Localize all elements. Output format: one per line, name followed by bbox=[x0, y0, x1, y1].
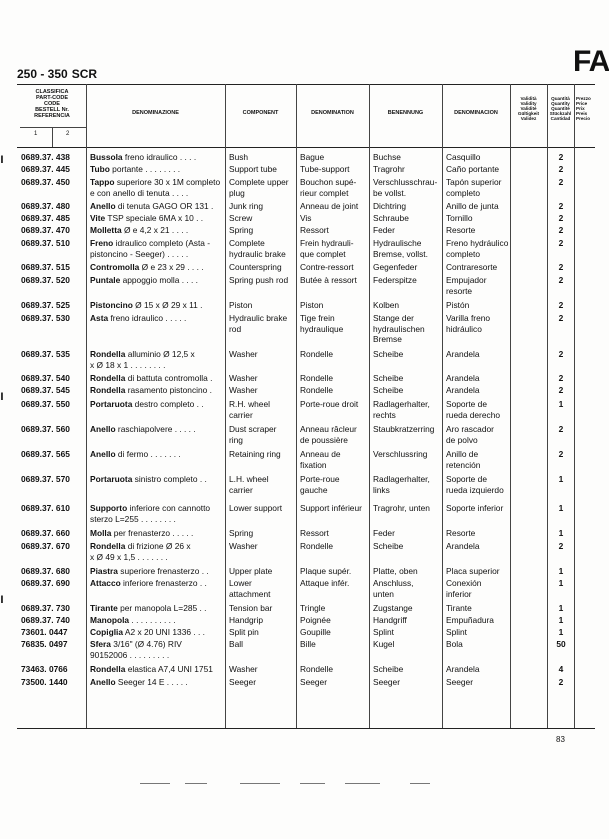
german-name: Verschlussring bbox=[373, 449, 428, 459]
header-price-line: Price bbox=[576, 101, 588, 106]
header-validity-line: Validità bbox=[520, 96, 537, 101]
english-name: Lower attachment bbox=[229, 578, 271, 599]
column-divider bbox=[369, 84, 370, 728]
german-name: Dichtring bbox=[373, 201, 407, 211]
header-quantity-line: Quantità bbox=[551, 96, 570, 101]
header-quantity bbox=[547, 96, 574, 121]
french-name: Rondelle bbox=[300, 541, 334, 551]
spanish-name: Tapón superior completo bbox=[446, 177, 502, 198]
part-code: 0689.37. 535 bbox=[21, 349, 70, 359]
french-name: Seeger bbox=[300, 677, 328, 687]
header-code-subdivider bbox=[52, 127, 53, 147]
header-validity-line: Validez bbox=[520, 116, 537, 121]
german-name: Federspitze bbox=[373, 275, 417, 285]
header-code-line: CODE bbox=[44, 101, 60, 107]
french-name: Rondelle bbox=[300, 349, 334, 359]
model-suffix: SCR bbox=[71, 67, 98, 81]
german-name: Buchse bbox=[373, 152, 401, 162]
part-code: 0689.37. 445 bbox=[21, 164, 70, 174]
scan-artifact bbox=[300, 783, 325, 784]
table-bottom-rule bbox=[17, 728, 595, 729]
spanish-name: Pistón bbox=[446, 300, 470, 310]
english-name: Piston bbox=[229, 300, 253, 310]
italian-description: Rondella elastica A7,4 UNI 1751 bbox=[90, 664, 213, 674]
header-french: DENOMINATION bbox=[311, 110, 354, 116]
column-divider bbox=[547, 84, 548, 728]
german-name: Schraube bbox=[373, 213, 409, 223]
italian-description: Pistoncino Ø 15 x Ø 29 x 11 . bbox=[90, 300, 203, 310]
spanish-name: Contraresorte bbox=[446, 262, 498, 272]
english-name: L.H. wheel carrier bbox=[229, 474, 269, 495]
part-code: 0689.37. 610 bbox=[21, 503, 70, 513]
italian-description: Asta freno idraulico . . . . . bbox=[90, 313, 187, 323]
header-quantity-line: Quantity bbox=[551, 101, 570, 106]
german-name: Zugstange bbox=[373, 603, 413, 613]
scan-artifact bbox=[240, 783, 280, 784]
model-number: 250 - 350 bbox=[17, 67, 68, 81]
spanish-name: Anillo de retención bbox=[446, 449, 481, 470]
quantity: 2 bbox=[558, 424, 564, 434]
spanish-name: Placa superior bbox=[446, 566, 500, 576]
part-code: 0689.37. 730 bbox=[21, 603, 70, 613]
quantity: 1 bbox=[558, 627, 564, 637]
german-name: Tragrohr bbox=[373, 164, 405, 174]
header-price-line: Preis bbox=[576, 111, 588, 116]
english-name: Lower support bbox=[229, 503, 283, 513]
french-name: Bille bbox=[300, 639, 316, 649]
part-code: 76835. 0497 bbox=[21, 639, 68, 649]
french-name: Ressort bbox=[300, 225, 329, 235]
english-name: Ball bbox=[229, 639, 243, 649]
part-code: 0689.37. 480 bbox=[21, 201, 70, 211]
model-title bbox=[17, 67, 97, 81]
spanish-name: Seeger bbox=[446, 677, 474, 687]
french-name: Attaque infér. bbox=[300, 578, 350, 588]
header-code-line: CLASSIFICA bbox=[35, 89, 69, 95]
quantity: 1 bbox=[558, 503, 564, 513]
quantity: 2 bbox=[558, 677, 564, 687]
german-name: Scheibe bbox=[373, 385, 404, 395]
header-quantity-line: Quantité bbox=[551, 106, 570, 111]
quantity: 50 bbox=[556, 639, 566, 649]
german-name: Anschluss, unten bbox=[373, 578, 414, 599]
german-name: Verschlusschrau- be vollst. bbox=[373, 177, 438, 198]
italian-description: Anello raschiapolvere . . . . . bbox=[90, 424, 196, 434]
italian-description: Tubo portante . . . . . . . . bbox=[90, 164, 181, 174]
italian-description: Freno idraulico completo (Asta - pistoncino - Seeger) . . . . . bbox=[90, 238, 211, 259]
spanish-name: Bola bbox=[446, 639, 463, 649]
column-divider bbox=[510, 84, 511, 728]
french-name: Contre-ressort bbox=[300, 262, 354, 272]
english-name: Spring bbox=[229, 225, 254, 235]
spanish-name: Splint bbox=[446, 627, 467, 637]
header-code bbox=[20, 89, 84, 119]
english-name: Upper plate bbox=[229, 566, 273, 576]
part-code: 0689.37. 510 bbox=[21, 238, 70, 248]
part-code: 0689.37. 570 bbox=[21, 474, 70, 484]
italian-description: Tappo superiore 30 x 1M completo e con anello di tenuta . . . . bbox=[90, 177, 221, 198]
english-name: Handgrip bbox=[229, 615, 263, 625]
header-code-sub-1: 1 bbox=[34, 131, 38, 137]
header-validity-line: Validity bbox=[520, 101, 537, 106]
spanish-name: Casquillo bbox=[446, 152, 481, 162]
part-code: 0689.37. 530 bbox=[21, 313, 70, 323]
italian-description: Supporto inferiore con cannotto sterzo L=255 . . . . . . . . bbox=[90, 503, 211, 524]
spanish-name: Anillo de junta bbox=[446, 201, 499, 211]
italian-description: Bussola freno idraulico . . . . bbox=[90, 152, 197, 162]
french-name: Poignée bbox=[300, 615, 331, 625]
part-code: 0689.37. 525 bbox=[21, 300, 70, 310]
german-name: Staubkratzerring bbox=[373, 424, 435, 434]
part-code: 0689.37. 485 bbox=[21, 213, 70, 223]
english-name: Spring bbox=[229, 528, 254, 538]
french-name: Anneau râcleur de poussière bbox=[300, 424, 357, 445]
german-name: Stange der hydraulischen Bremse bbox=[373, 313, 425, 345]
italian-description: Molla per frenasterzo . . . . . bbox=[90, 528, 194, 538]
german-name: Radlagerhalter, links bbox=[373, 474, 430, 495]
header-price-line: Precio bbox=[576, 116, 591, 121]
header-validity-line: Gültigkeit bbox=[517, 111, 540, 116]
quantity: 2 bbox=[558, 177, 564, 187]
french-name: Butée à ressort bbox=[300, 275, 357, 285]
german-name: Tragrohr, unten bbox=[373, 503, 430, 513]
quantity: 2 bbox=[558, 349, 564, 359]
spanish-name: Arandela bbox=[446, 541, 480, 551]
french-name: Rondelle bbox=[300, 385, 334, 395]
english-name: Split pin bbox=[229, 627, 259, 637]
quantity: 2 bbox=[558, 262, 564, 272]
part-code: 0689.37. 680 bbox=[21, 566, 70, 576]
italian-description: Manopola . . . . . . . . . . bbox=[90, 615, 176, 625]
spanish-name: Arandela bbox=[446, 664, 480, 674]
binding-mark: ı bbox=[0, 590, 4, 606]
header-quantity-line: Cantidad bbox=[550, 116, 571, 121]
german-name: Hydraulische Bremse, vollst. bbox=[373, 238, 428, 259]
part-code: 73463. 0766 bbox=[21, 664, 68, 674]
french-name: Support inférieur bbox=[300, 503, 362, 513]
scan-artifact bbox=[345, 783, 380, 784]
scan-artifact bbox=[185, 783, 207, 784]
header-code-sub-2: 2 bbox=[66, 131, 70, 137]
english-name: Retaining ring bbox=[229, 449, 281, 459]
header-code-divider bbox=[20, 127, 86, 128]
header-code-line: REFERENCIA bbox=[34, 113, 70, 119]
italian-description: Anello di tenuta GAGO OR 131 . bbox=[90, 201, 214, 211]
italian-description: Sfera 3/16" (Ø 4.76) RIV 90152006 . . . . . . . . . bbox=[90, 639, 182, 660]
italian-description: Copiglia A2 x 20 UNI 1336 . . . bbox=[90, 627, 205, 637]
german-name: Kolben bbox=[373, 300, 400, 310]
part-code: 0689.37. 740 bbox=[21, 615, 70, 625]
part-code: 0689.37. 565 bbox=[21, 449, 70, 459]
french-name: Rondelle bbox=[300, 373, 334, 383]
part-code: 0689.37. 470 bbox=[21, 225, 70, 235]
german-name: Kugel bbox=[373, 639, 395, 649]
german-name: Splint bbox=[373, 627, 394, 637]
scan-artifact bbox=[140, 783, 170, 784]
header-price bbox=[576, 96, 595, 121]
quantity: 2 bbox=[558, 152, 564, 162]
italian-description: Piastra superiore frenasterzo . . bbox=[90, 566, 209, 576]
page-number: 83 bbox=[556, 735, 565, 744]
italian-description: Rondella di battuta contromolla . bbox=[90, 373, 213, 383]
french-name: Tige frein hydraulique bbox=[300, 313, 344, 334]
english-name: Washer bbox=[229, 349, 258, 359]
table-header-rule bbox=[17, 147, 595, 148]
german-name: Scheibe bbox=[373, 349, 404, 359]
quantity: 4 bbox=[558, 664, 564, 674]
quantity: 2 bbox=[558, 313, 564, 323]
part-code: 0689.37. 515 bbox=[21, 262, 70, 272]
header-price-line: Prix bbox=[576, 106, 585, 111]
english-name: Complete upper plug bbox=[229, 177, 289, 198]
english-name: Hydraulic brake rod bbox=[229, 313, 288, 334]
french-name: Bouchon supé- rieur complet bbox=[300, 177, 357, 198]
column-divider bbox=[574, 84, 575, 728]
italian-description: Portaruota sinistro completo . . bbox=[90, 474, 207, 484]
english-name: Junk ring bbox=[229, 201, 263, 211]
header-quantity-line: Stückzahl bbox=[549, 111, 572, 116]
header-validity bbox=[510, 96, 547, 121]
page-tag: FA bbox=[573, 45, 609, 78]
header-italian: DENOMINAZIONE bbox=[132, 110, 179, 116]
quantity: 1 bbox=[558, 528, 564, 538]
english-name: R.H. wheel carrier bbox=[229, 399, 270, 420]
spanish-name: Conexión inferior bbox=[446, 578, 482, 599]
quantity: 2 bbox=[558, 275, 564, 285]
italian-description: Vite TSP speciale 6MA x 10 . . bbox=[90, 213, 204, 223]
spanish-name: Aro rascador de polvo bbox=[446, 424, 494, 445]
part-code: 0689.37. 540 bbox=[21, 373, 70, 383]
part-code: 0689.37. 660 bbox=[21, 528, 70, 538]
french-name: Rondelle bbox=[300, 664, 334, 674]
german-name: Platte, oben bbox=[373, 566, 418, 576]
german-name: Gegenfeder bbox=[373, 262, 418, 272]
english-name: Counterspring bbox=[229, 262, 282, 272]
part-code: 73601. 0447 bbox=[21, 627, 68, 637]
german-name: Feder bbox=[373, 528, 395, 538]
part-code: 0689.37. 690 bbox=[21, 578, 70, 588]
italian-description: Anello di fermo . . . . . . . bbox=[90, 449, 181, 459]
part-code: 0689.37. 670 bbox=[21, 541, 70, 551]
header-code-line: PART-CODE bbox=[36, 95, 68, 101]
french-name: Goupille bbox=[300, 627, 331, 637]
spanish-name: Varilla freno hidráulico bbox=[446, 313, 491, 334]
spanish-name: Empuñadura bbox=[446, 615, 494, 625]
part-code: 0689.37. 438 bbox=[21, 152, 70, 162]
german-name: Scheibe bbox=[373, 541, 404, 551]
french-name: Anneau de joint bbox=[300, 201, 359, 211]
quantity: 2 bbox=[558, 225, 564, 235]
italian-description: Puntale appoggio molla . . . . bbox=[90, 275, 198, 285]
english-name: Spring push rod bbox=[229, 275, 289, 285]
italian-description: Anello Seeger 14 E . . . . . bbox=[90, 677, 188, 687]
spanish-name: Resorte bbox=[446, 225, 476, 235]
quantity: 2 bbox=[558, 201, 564, 211]
english-name: Support tube bbox=[229, 164, 277, 174]
quantity: 2 bbox=[558, 213, 564, 223]
french-name: Frein hydrauli- que complet bbox=[300, 238, 354, 259]
header-validity-line: Validité bbox=[520, 106, 537, 111]
english-name: Screw bbox=[229, 213, 253, 223]
part-code: 0689.37. 520 bbox=[21, 275, 70, 285]
italian-description: Portaruota destro completo . . bbox=[90, 399, 204, 409]
english-name: Washer bbox=[229, 385, 258, 395]
french-name: Porte-roue droit bbox=[300, 399, 359, 409]
header-code-line: BESTELL Nr. bbox=[35, 107, 69, 113]
spanish-name: Resorte bbox=[446, 528, 476, 538]
quantity: 1 bbox=[558, 474, 564, 484]
french-name: Plaque supér. bbox=[300, 566, 352, 576]
scan-artifact bbox=[410, 783, 430, 784]
quantity: 1 bbox=[558, 566, 564, 576]
french-name: Piston bbox=[300, 300, 324, 310]
english-name: Washer bbox=[229, 373, 258, 383]
column-divider bbox=[296, 84, 297, 728]
part-code: 0689.37. 450 bbox=[21, 177, 70, 187]
quantity: 1 bbox=[558, 603, 564, 613]
column-divider bbox=[225, 84, 226, 728]
spanish-name: Tornillo bbox=[446, 213, 473, 223]
french-name: Tringle bbox=[300, 603, 326, 613]
part-code: 73500. 1440 bbox=[21, 677, 68, 687]
german-name: Scheibe bbox=[373, 373, 404, 383]
spanish-name: Arandela bbox=[446, 373, 480, 383]
english-name: Tension bar bbox=[229, 603, 273, 613]
part-code: 0689.37. 550 bbox=[21, 399, 70, 409]
english-name: Complete hydraulic brake bbox=[229, 238, 286, 259]
quantity: 2 bbox=[558, 449, 564, 459]
english-name: Seeger bbox=[229, 677, 257, 687]
italian-description: Rondella rasamento pistoncino . bbox=[90, 385, 212, 395]
quantity: 2 bbox=[558, 238, 564, 248]
header-spanish: DENOMINACION bbox=[454, 110, 498, 116]
quantity: 2 bbox=[558, 373, 564, 383]
french-name: Tube-support bbox=[300, 164, 350, 174]
spanish-name: Arandela bbox=[446, 349, 480, 359]
quantity: 2 bbox=[558, 164, 564, 174]
column-divider bbox=[86, 84, 87, 728]
german-name: Scheibe bbox=[373, 664, 404, 674]
part-code: 0689.37. 545 bbox=[21, 385, 70, 395]
quantity: 2 bbox=[558, 541, 564, 551]
binding-mark: ı bbox=[0, 150, 4, 166]
italian-description: Rondella di frizione Ø 26 x x Ø 49 x 1,5 . . . . . . . bbox=[90, 541, 191, 562]
spanish-name: Soporte inferior bbox=[446, 503, 504, 513]
italian-description: Molletta Ø e 4,2 x 21 . . . . bbox=[90, 225, 189, 235]
quantity: 2 bbox=[558, 300, 564, 310]
german-name: Handgriff bbox=[373, 615, 407, 625]
spanish-name: Tirante bbox=[446, 603, 472, 613]
spanish-name: Caño portante bbox=[446, 164, 500, 174]
column-divider bbox=[442, 84, 443, 728]
french-name: Porte-roue gauche bbox=[300, 474, 340, 495]
quantity: 1 bbox=[558, 578, 564, 588]
spanish-name: Empujador resorte bbox=[446, 275, 487, 296]
french-name: Bague bbox=[300, 152, 325, 162]
spanish-name: Arandela bbox=[446, 385, 480, 395]
table-top-rule bbox=[17, 84, 595, 85]
spanish-name: Freno hydráulico completo bbox=[446, 238, 509, 259]
header-english: COMPONENT bbox=[242, 110, 279, 116]
french-name: Anneau de fixation bbox=[300, 449, 341, 470]
spanish-name: Soporte de rueda derecho bbox=[446, 399, 501, 420]
header-german: BENENNUNG bbox=[387, 110, 424, 116]
english-name: Bush bbox=[229, 152, 249, 162]
english-name: Washer bbox=[229, 541, 258, 551]
quantity: 2 bbox=[558, 385, 564, 395]
french-name: Vis bbox=[300, 213, 312, 223]
binding-mark: ı bbox=[0, 387, 4, 403]
italian-description: Attacco inferiore frenasterzo . . bbox=[90, 578, 207, 588]
quantity: 1 bbox=[558, 399, 564, 409]
quantity: 1 bbox=[558, 615, 564, 625]
part-code: 0689.37. 560 bbox=[21, 424, 70, 434]
spanish-name: Soporte de rueda izquierdo bbox=[446, 474, 504, 495]
italian-description: Rondella alluminio Ø 12,5 x x Ø 18 x 1 . . . . . . . . bbox=[90, 349, 195, 370]
english-name: Dust scraper ring bbox=[229, 424, 277, 445]
italian-description: Contromolla Ø e 23 x 29 . . . . bbox=[90, 262, 204, 272]
german-name: Feder bbox=[373, 225, 395, 235]
english-name: Washer bbox=[229, 664, 258, 674]
italian-description: Tirante per manopola L=285 . . bbox=[90, 603, 207, 613]
german-name: Radlagerhalter, rechts bbox=[373, 399, 430, 420]
german-name: Seeger bbox=[373, 677, 401, 687]
french-name: Ressort bbox=[300, 528, 329, 538]
header-price-line: Prezzo bbox=[576, 96, 591, 101]
